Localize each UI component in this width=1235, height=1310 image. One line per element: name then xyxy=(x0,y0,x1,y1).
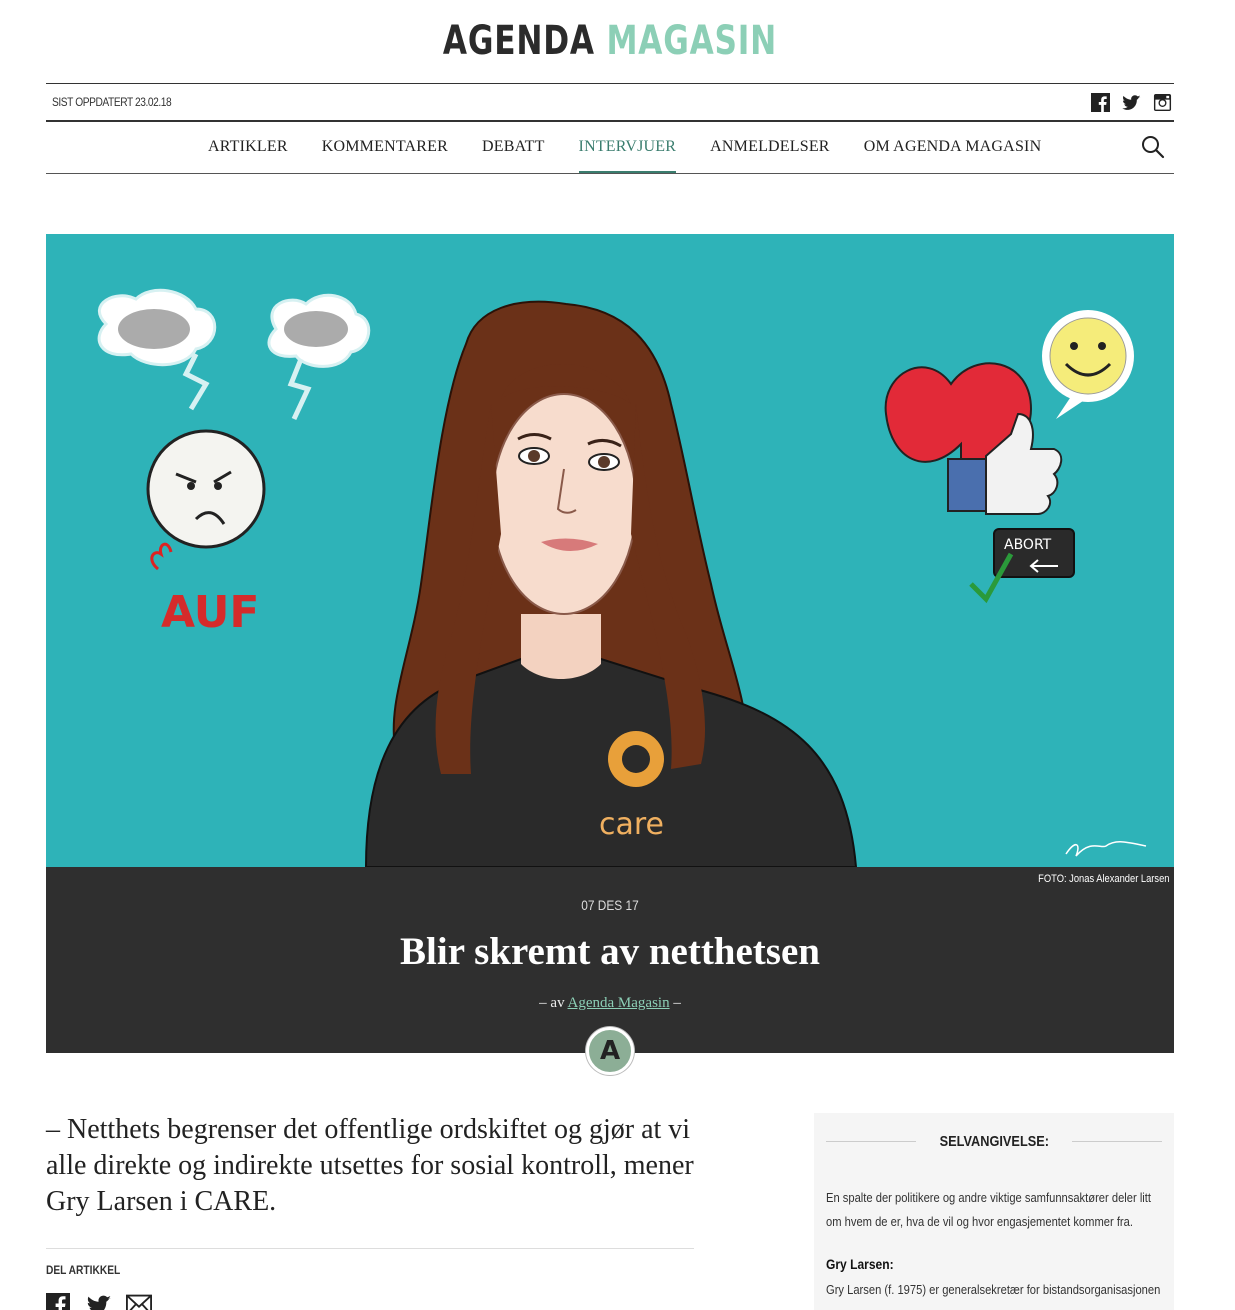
sidebar-box xyxy=(814,1113,1174,1310)
sidebar-description: En spalte der politikere og andre viktige samfunnsaktører deler litt om hvem de er, hva de vil og hvor engasjementet kommer fra. xyxy=(826,1190,1152,1229)
byline xyxy=(46,995,1174,1012)
byline-dash: – xyxy=(669,995,681,1011)
smiley-icon xyxy=(1042,310,1134,419)
article-title: Blir skremt av netthetsen xyxy=(400,930,820,973)
social-links xyxy=(1091,93,1172,112)
nav-item-anmeldelser[interactable]: ANMELDELSER xyxy=(710,138,830,155)
svg-text:AUF: AUF xyxy=(161,587,260,638)
angry-face-icon xyxy=(148,431,264,547)
sidebar-person-bio: Gry Larsen (f. 1975) er generalsekretær for bistandsorganisasjonen xyxy=(826,1282,1161,1297)
thought-cloud-icon xyxy=(99,290,215,409)
thought-cloud-icon xyxy=(269,295,369,419)
twitter-icon[interactable] xyxy=(1122,93,1141,112)
article-ingress: – Netthets begrenser det offentlige ordskiftet og gjør at vi alle direkte og indirekte utsettes for sosial kontroll, mener Gry Larsen i CARE. xyxy=(46,1114,694,1217)
nav-item-debatt[interactable]: DEBATT xyxy=(482,138,545,155)
main-nav xyxy=(46,122,1174,174)
auf-logo xyxy=(152,544,260,638)
artist-signature xyxy=(1066,842,1146,856)
share-buttons xyxy=(46,1290,152,1310)
share-label: DEL ARTIKKEL xyxy=(46,1263,121,1277)
sidebar-title: SELVANGIVELSE: xyxy=(939,1133,1049,1150)
last-updated: SIST OPPDATERT 23.02.18 xyxy=(52,95,172,109)
nav-item-intervjuer[interactable]: INTERVJUER xyxy=(579,122,677,173)
author-link[interactable]: Agenda Magasin xyxy=(567,995,670,1011)
hero-illustration xyxy=(46,234,1174,867)
logo-word-agenda: AGENDA xyxy=(442,18,595,64)
nav-item-om-agenda-magasin[interactable]: OM AGENDA MAGASIN xyxy=(863,138,1042,155)
instagram-icon[interactable] xyxy=(1153,93,1172,112)
svg-text:care: care xyxy=(599,807,665,842)
photo-credit: FOTO: Jonas Alexander Larsen xyxy=(1037,873,1169,885)
svg-text:ABORT: ABORT xyxy=(1004,537,1052,553)
sidebar-person-name: Gry Larsen: xyxy=(826,1256,894,1272)
site-logo[interactable] xyxy=(134,18,1086,64)
author-avatar[interactable]: A xyxy=(586,1027,634,1075)
sidebar-heading xyxy=(826,1133,1162,1150)
facebook-share-icon[interactable] xyxy=(46,1290,72,1310)
hero-drawing xyxy=(46,234,1174,867)
nav-item-kommentarer[interactable]: KOMMENTARER xyxy=(321,138,449,155)
email-share-icon[interactable] xyxy=(126,1290,152,1310)
facebook-icon[interactable] xyxy=(1091,93,1110,112)
face-shape xyxy=(492,394,636,614)
abort-sign xyxy=(994,529,1074,577)
search-icon[interactable] xyxy=(1140,134,1166,160)
nav-item-artikler[interactable]: ARTIKLER xyxy=(208,138,288,155)
divider xyxy=(46,1248,694,1249)
byline-prefix: av xyxy=(550,995,565,1011)
logo-word-magasin: MAGASIN xyxy=(606,18,778,64)
article-date: 07 DES 17 xyxy=(581,897,639,913)
article-header xyxy=(46,867,1174,1053)
twitter-share-icon[interactable] xyxy=(86,1290,112,1310)
byline-dash: – xyxy=(539,995,551,1011)
top-bar xyxy=(46,83,1174,122)
